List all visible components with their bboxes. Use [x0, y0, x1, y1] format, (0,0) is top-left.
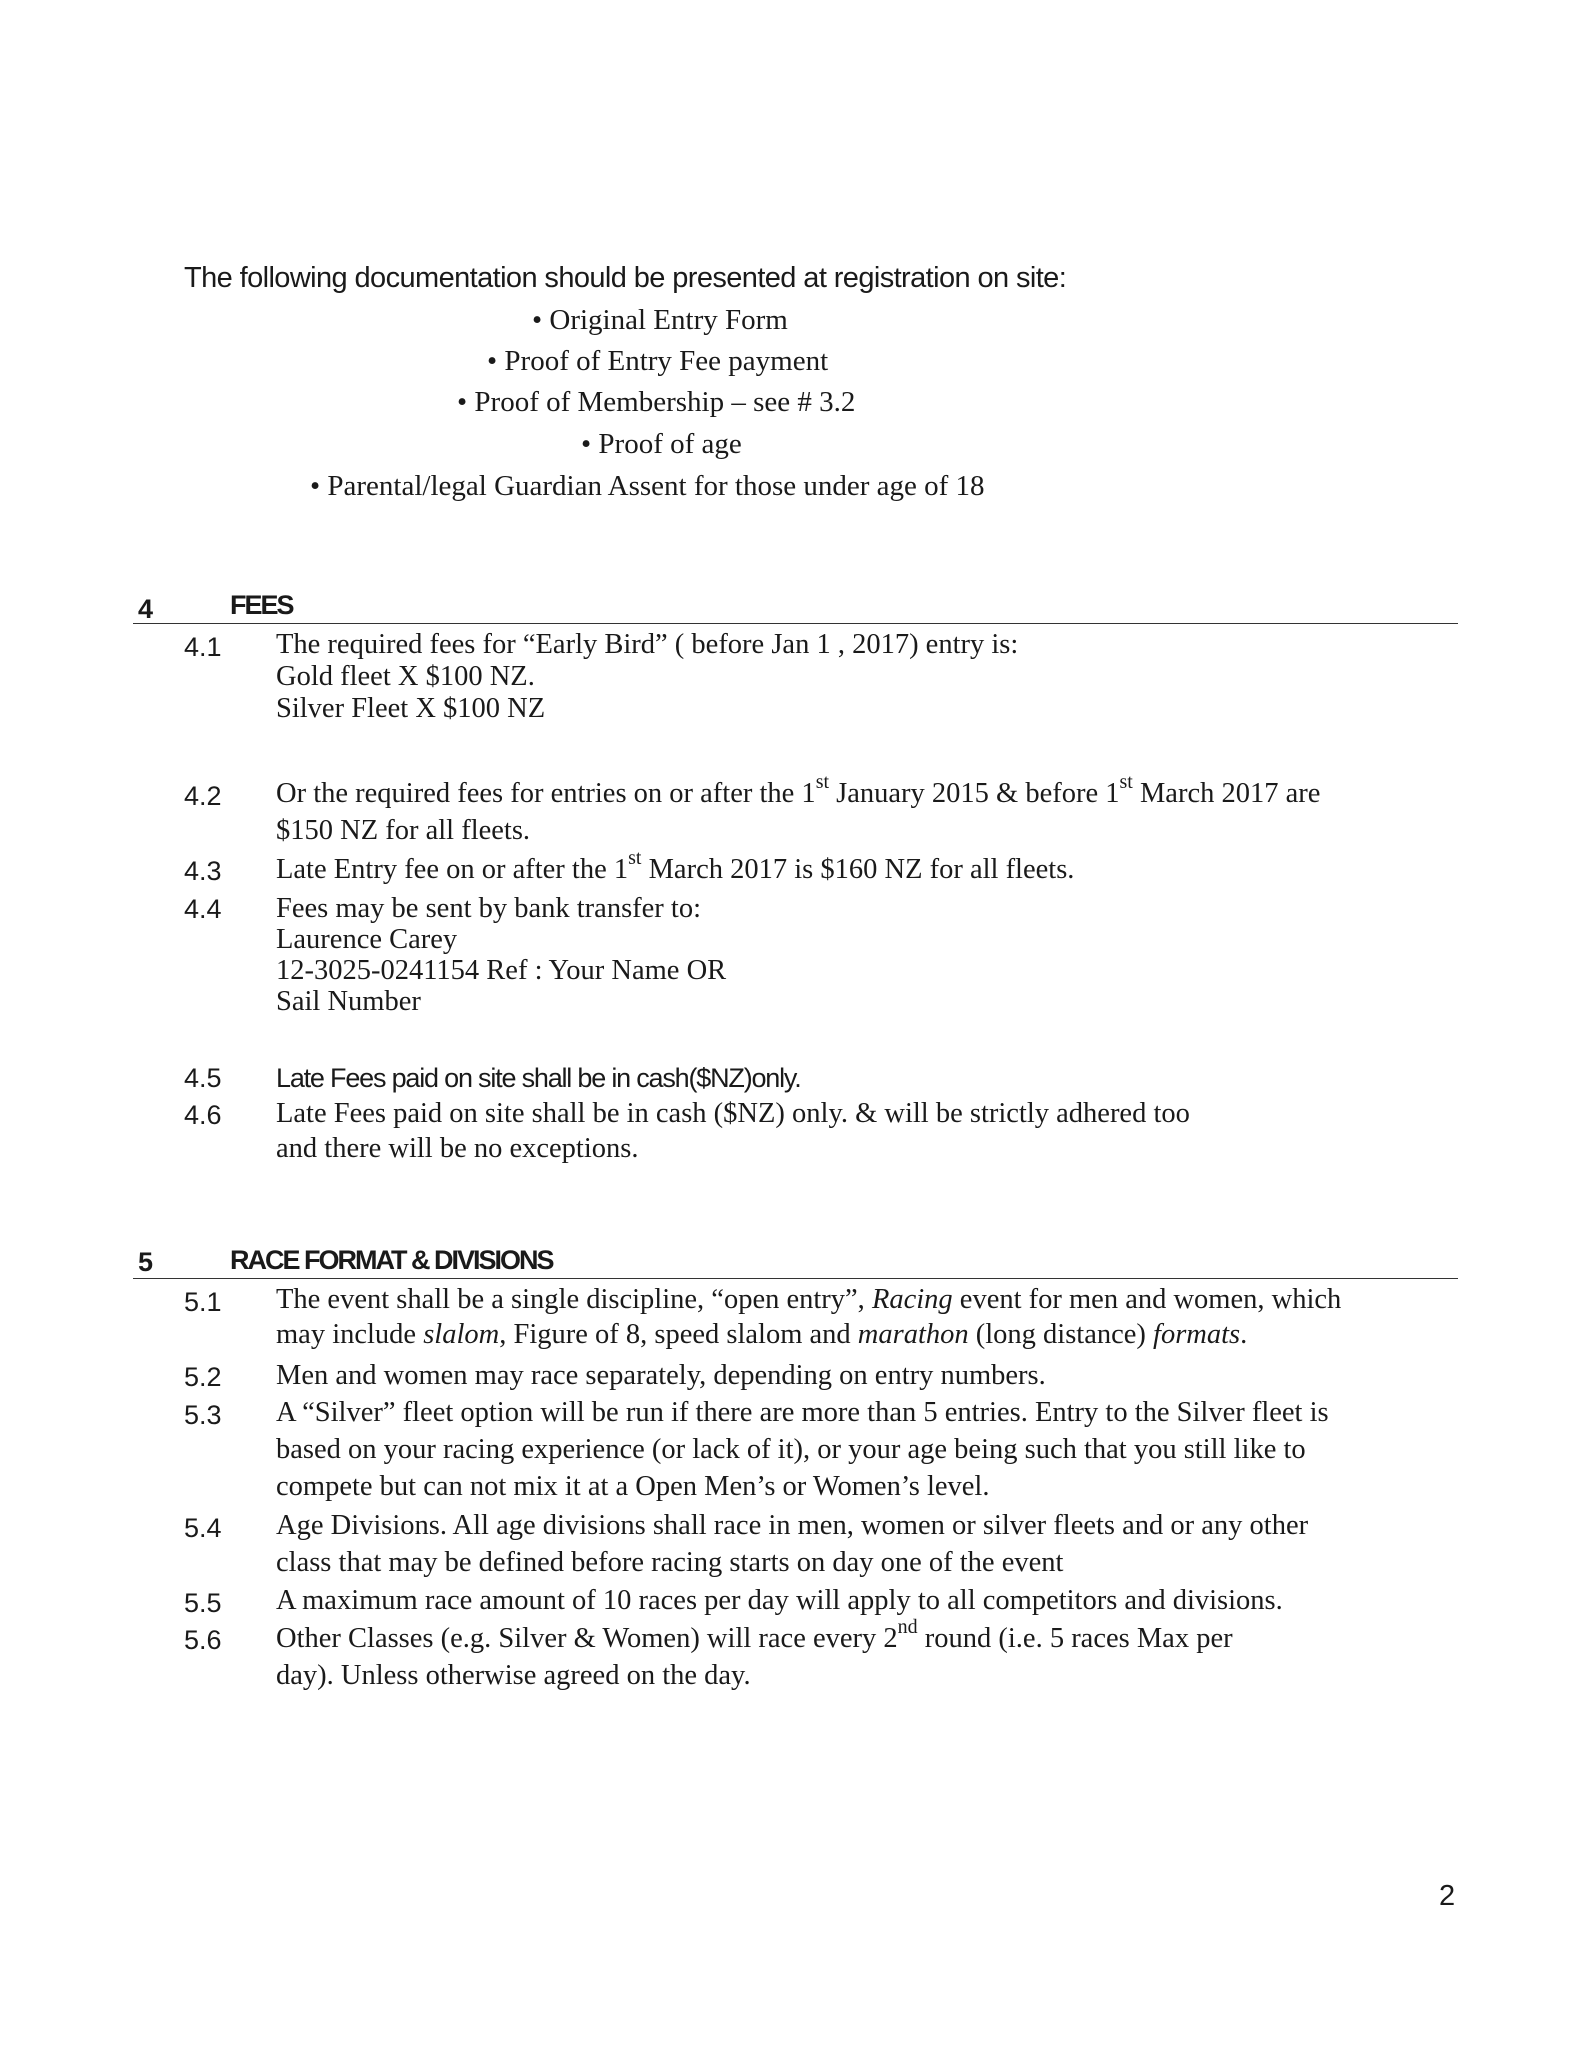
- section-rule: [133, 623, 1458, 624]
- item-text: compete but can not mix it at a Open Men’s or Women’s level.: [276, 1471, 990, 1502]
- item-text: Late Fees paid on site shall be in cash ($NZ) only. & will be strictly adhered too: [276, 1098, 1190, 1129]
- section-title: RACE FORMAT & DIVISIONS: [230, 1245, 553, 1275]
- bullet-item: • Original Entry Form: [532, 304, 788, 336]
- item-number: 4.1: [184, 632, 222, 662]
- item-text: may include slalom, Figure of 8, speed slalom and marathon (long distance) formats.: [276, 1319, 1248, 1350]
- item-text: Fees may be sent by bank transfer to:: [276, 893, 702, 924]
- item-text: The required fees for “Early Bird” ( before Jan 1 , 2017) entry is:: [276, 629, 1019, 660]
- bullet-item: • Proof of age: [581, 428, 742, 460]
- item-text: Sail Number: [276, 986, 421, 1017]
- item-text: class that may be defined before racing starts on day one of the event: [276, 1547, 1064, 1578]
- page-number: 2: [1439, 1880, 1456, 1912]
- item-text: day). Unless otherwise agreed on the day.: [276, 1660, 751, 1691]
- item-number: 4.4: [184, 894, 222, 924]
- item-text: A “Silver” fleet option will be run if there are more than 5 entries. Entry to the Silver fleet is: [276, 1397, 1329, 1428]
- item-text: A maximum race amount of 10 races per day will apply to all competitors and divisions.: [276, 1585, 1283, 1616]
- item-text: Laurence Carey: [276, 924, 458, 955]
- item-number: 4.3: [184, 856, 222, 886]
- item-text: Silver Fleet X $100 NZ: [276, 693, 546, 724]
- bullet-item: • Proof of Entry Fee payment: [487, 345, 829, 377]
- item-text: Late Fees paid on site shall be in cash($NZ)only.: [276, 1063, 801, 1093]
- item-number: 5.4: [184, 1513, 222, 1543]
- bullet-item: • Proof of Membership – see # 3.2: [457, 386, 856, 418]
- item-number: 5.3: [184, 1400, 222, 1430]
- item-number: 5.1: [184, 1287, 222, 1317]
- item-text: based on your racing experience (or lack of it), or your age being such that you still like to: [276, 1434, 1306, 1465]
- section-rule: [133, 1278, 1458, 1279]
- item-text: Gold fleet X $100 NZ.: [276, 661, 535, 692]
- bullet-item: • Parental/legal Guardian Assent for those under age of 18: [310, 470, 985, 502]
- item-number: 5.6: [184, 1625, 222, 1655]
- item-text: 12-3025-0241154 Ref : Your Name OR: [276, 955, 727, 986]
- intro-text: The following documentation should be presented at registration on site:: [184, 262, 1067, 294]
- section-number: 4: [138, 594, 154, 624]
- item-text: The event shall be a single discipline, “open entry”, Racing event for men and women, which: [276, 1284, 1342, 1315]
- item-text: Age Divisions. All age divisions shall race in men, women or silver fleets and or any other: [276, 1510, 1309, 1541]
- item-number: 5.5: [184, 1588, 222, 1618]
- item-text: and there will be no exceptions.: [276, 1133, 639, 1164]
- item-number: 5.2: [184, 1362, 222, 1392]
- item-number: 4.5: [184, 1063, 222, 1093]
- item-number: 4.6: [184, 1100, 222, 1130]
- item-text: Other Classes (e.g. Silver & Women) will race every 2nd round (i.e. 5 races Max per: [276, 1616, 1233, 1654]
- item-text: Late Entry fee on or after the 1st March 2017 is $160 NZ for all fleets.: [276, 847, 1075, 885]
- item-number: 4.2: [184, 781, 222, 811]
- item-text: $150 NZ for all fleets.: [276, 815, 531, 846]
- item-text: Men and women may race separately, depending on entry numbers.: [276, 1360, 1046, 1391]
- item-text: Or the required fees for entries on or after the 1st January 2015 & before 1st March 2017 are: [276, 771, 1321, 809]
- section-title: FEES: [230, 590, 293, 620]
- section-number: 5: [138, 1247, 154, 1277]
